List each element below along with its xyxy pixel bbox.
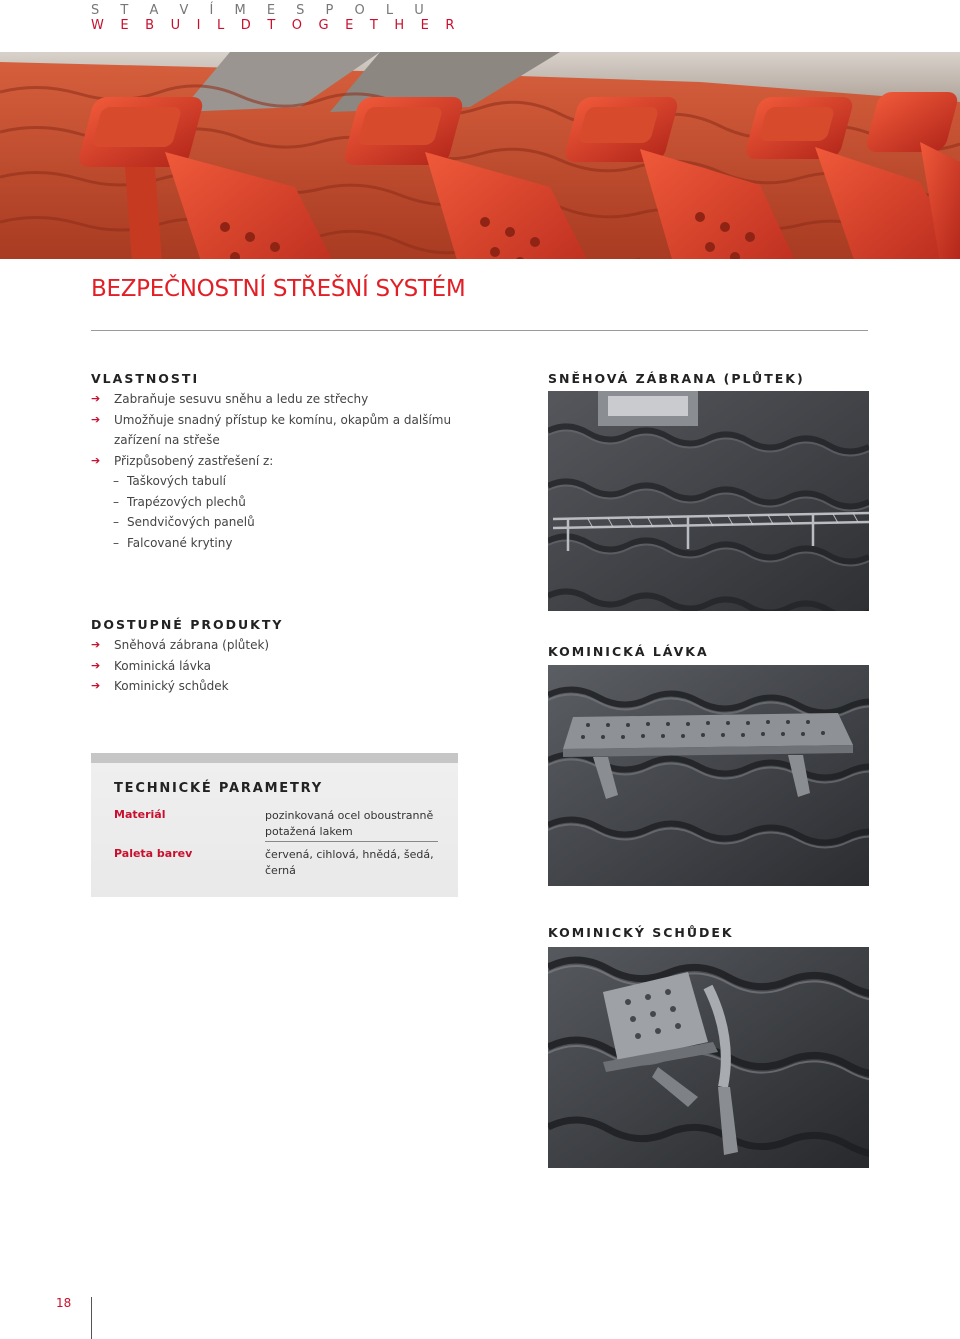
list-item: ➔ Kominická lávka [91, 656, 269, 677]
snow-guard-photo [548, 391, 869, 611]
tech-row-divider [265, 841, 438, 842]
technical-parameters-heading: TECHNICKÉ PARAMETRY [114, 781, 323, 796]
tech-value: pozinkovaná ocel oboustranně potažená lakem [265, 809, 434, 838]
step-heading: KOMINICKÝ SCHŮDEK [548, 925, 734, 940]
step-photo [548, 947, 869, 1168]
page-number: 18 [56, 1296, 72, 1310]
products-list [91, 635, 269, 697]
header-tagline-en: W E B U I L D T O G E T H E R [91, 18, 461, 33]
list-item: – Falcované krytiny [91, 533, 451, 554]
header-tagline-cz: S T A V Í M E S P O L U [91, 3, 433, 18]
list-item: – Taškových tabulí [91, 471, 451, 492]
list-item: – Sendvičových panelů [91, 512, 451, 533]
list-item: ➔ Kominický schůdek [91, 676, 269, 697]
list-item: ➔ Zabraňuje sesuvu sněhu a ledu ze střechy [91, 389, 451, 410]
title-divider [91, 330, 868, 331]
list-item: zařízení na střeše [114, 433, 220, 447]
page-title: BEZPEČNOSTNÍ STŘEŠNÍ SYSTÉM [91, 276, 466, 302]
hero-photo-red-roof [0, 52, 960, 259]
list-item: ➔ Sněhová zábrana (plůtek) [91, 635, 269, 656]
properties-heading: VLASTNOSTI [91, 371, 200, 386]
tech-value: červená, cihlová, hnědá, šedá, černá [265, 848, 434, 877]
properties-list [91, 389, 451, 553]
list-item: ➔ Přizpůsobený zastřešení z: [91, 451, 451, 472]
snow-guard-heading: SNĚHOVÁ ZÁBRANA (PLŮTEK) [548, 371, 805, 386]
tech-key: Paleta barev [114, 847, 193, 860]
footer-divider [91, 1297, 92, 1339]
technical-parameters-box [91, 753, 458, 897]
walkway-heading: KOMINICKÁ LÁVKA [548, 644, 709, 659]
walkway-photo [548, 665, 869, 886]
list-item: ➔ Umožňuje snadný přístup ke komínu, okapům a dalšímu [91, 410, 451, 431]
tech-key: Materiál [114, 808, 166, 821]
products-heading: DOSTUPNÉ PRODUKTY [91, 617, 284, 632]
list-item: – Trapézových plechů [91, 492, 451, 513]
